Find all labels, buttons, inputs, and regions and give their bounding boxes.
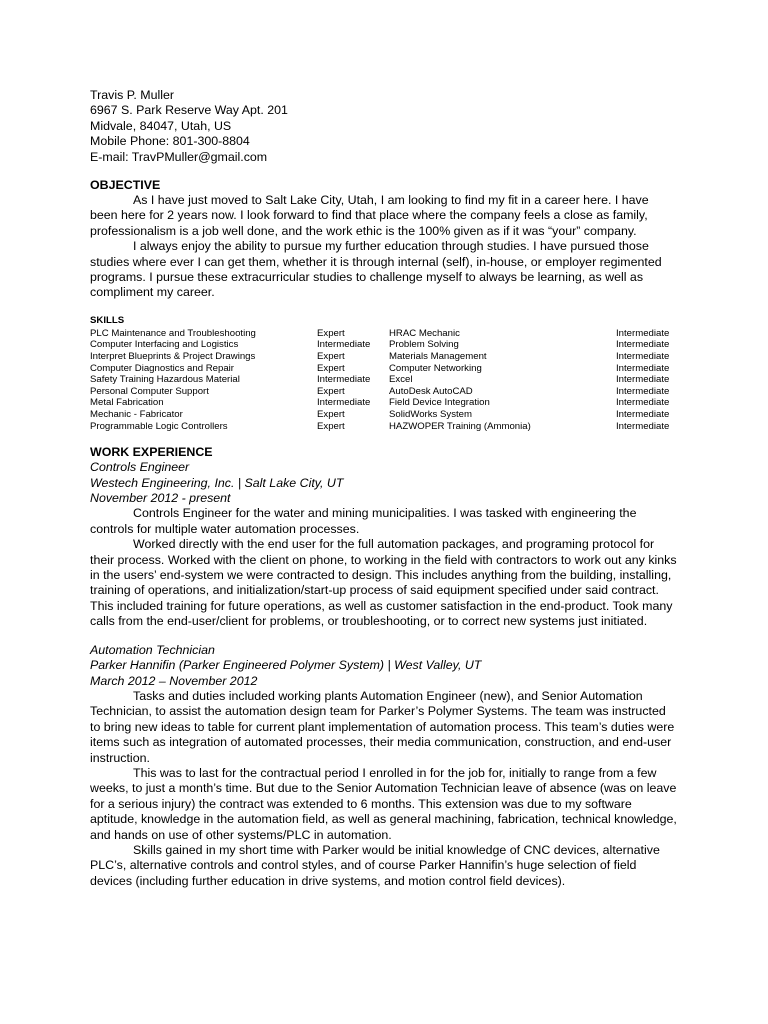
skills-row <box>90 339 673 351</box>
skill-name: HAZWOPER Training (Ammonia) <box>389 420 531 432</box>
skills-heading: SKILLS <box>90 314 125 326</box>
skill-name: Computer Diagnostics and Repair <box>90 362 234 374</box>
skill-name: Programmable Logic Controllers <box>90 420 228 432</box>
skill-name: Excel <box>389 374 413 386</box>
skill-name: HRAC Mechanic <box>389 327 460 339</box>
skill-level: Intermediate <box>616 351 670 363</box>
contact-email: E-mail: TravPMuller@gmail.com <box>90 149 268 164</box>
skill-level: Intermediate <box>616 397 670 409</box>
job-title: Automation Technician <box>90 642 215 657</box>
skills-row <box>90 409 673 421</box>
objective-paragraph: I always enjoy the ability to pursue my further education through studies. I have pursued those studies where ever I can get them, whether it is through internal (self), in-house, or employer regimented programs. I pursue these extracurricular studies to challenge myself to always be learning, as well as compliment my career. <box>90 239 662 300</box>
skill-level: Expert <box>317 420 345 432</box>
skills-row <box>90 363 673 375</box>
skill-name: Problem Solving <box>389 339 459 351</box>
skill-level: Intermediate <box>616 385 670 397</box>
skills-row <box>90 328 673 340</box>
job-company: Parker Hannifin (Parker Engineered Polymer System) | West Valley, UT <box>90 658 482 673</box>
skill-level: Intermediate <box>616 420 670 432</box>
job-paragraph: Controls Engineer for the water and mining municipalities. I was tasked with engineering the controls for multiple water automation processes. <box>90 506 637 536</box>
skill-level: Intermediate <box>616 374 670 386</box>
skill-name: Metal Fabrication <box>90 397 164 409</box>
skills-table <box>90 328 673 432</box>
skill-level: Intermediate <box>616 409 670 421</box>
skill-name: SolidWorks System <box>389 409 472 421</box>
objective-section <box>90 178 678 301</box>
job-paragraph: Tasks and duties included working plants Automation Engineer (new), and Senior Automation Technician, to assist the automation design team for Parker’s Polymer Systems. The team was instructed to bring new ideas to table for current plant implementation of automation process. This team’s duties were items such as integration of automated processes, their media communication, construction, and end-user instruction. <box>90 688 675 765</box>
skills-row <box>90 374 673 386</box>
skill-name: Mechanic - Fabricator <box>90 409 183 421</box>
skills-section <box>90 315 678 432</box>
skill-name: Interpret Blueprints & Project Drawings <box>90 351 256 363</box>
objective-paragraph: As I have just moved to Salt Lake City, Utah, I am looking to find my fit in a career here. I have been here for 2 years now. I look forward to find that place where the company feels a close as family, professionalism is a job well done, and the work ethic is the 100% given as if it was “your” company. <box>90 193 649 238</box>
skill-level: Intermediate <box>317 397 371 409</box>
skill-name: Field Device Integration <box>389 397 490 409</box>
work-experience-heading: WORK EXPERIENCE <box>90 445 213 460</box>
job-entry <box>90 460 678 629</box>
skills-row <box>90 386 673 398</box>
job-title: Controls Engineer <box>90 460 190 475</box>
job-paragraph: This was to last for the contractual period I enrolled in for the job for, initially to range from a few weeks, to just a month’s time. But due to the Senior Automation Technician leave of absence (was on leave for a serious injury) the contract was extended to 6 months. This extension was due to my software aptitude, knowledge in the automation field, as well as general machining, fabrication, technical knowledge, and hands on use of other systems/PLC in automation. <box>90 765 677 842</box>
skill-level: Expert <box>317 385 345 397</box>
contact-address-line1: 6967 S. Park Reserve Way Apt. 201 <box>90 103 288 118</box>
job-paragraph: Worked directly with the end user for the full automation packages, and programing protocol for their process. Worked with the client on phone, to working in the field with contractors to work out any kinks in the users’ end-system we were contracted to design. This includes anything from the building, installing, training of operations, and initialization/start-up process of said equipment specified under said contract. This included training for future operations, as well as customer satisfaction in the end-product. Took many calls from the end-user/client for problems, or troubleshooting, or to correct new systems just initiated. <box>90 537 677 629</box>
skill-level: Expert <box>317 409 345 421</box>
job-dates: March 2012 – November 2012 <box>90 673 258 688</box>
skill-name: AutoDesk AutoCAD <box>389 385 473 397</box>
skills-row <box>90 351 673 363</box>
contact-block <box>90 88 678 165</box>
job-dates: November 2012 - present <box>90 491 231 506</box>
skills-row <box>90 397 673 409</box>
skill-level: Intermediate <box>317 339 371 351</box>
job-entry <box>90 643 678 890</box>
skill-name: Personal Computer Support <box>90 385 209 397</box>
objective-heading: OBJECTIVE <box>90 178 161 193</box>
skill-level: Intermediate <box>317 374 371 386</box>
contact-phone: Mobile Phone: 801-300-8804 <box>90 134 250 149</box>
skill-name: Safety Training Hazardous Material <box>90 374 240 386</box>
contact-address-line2: Midvale, 84047, Utah, US <box>90 118 232 133</box>
skill-level: Intermediate <box>616 362 670 374</box>
skill-name: Computer Interfacing and Logistics <box>90 339 239 351</box>
job-paragraph: Skills gained in my short time with Parker would be initial knowledge of CNC devices, alternative PLC’s, alternative controls and control styles, and of course Parker Hannifin’s huge selection of field devices (including further education in drive systems, and motion control field devices). <box>90 842 660 888</box>
skill-level: Expert <box>317 351 345 363</box>
skill-level: Expert <box>317 362 345 374</box>
contact-name: Travis P. Muller <box>90 88 174 102</box>
skill-name: Materials Management <box>389 351 487 363</box>
job-company: Westech Engineering, Inc. | Salt Lake City, UT <box>90 475 344 490</box>
skill-name: Computer Networking <box>389 362 482 374</box>
skill-level: Expert <box>317 327 345 339</box>
skill-level: Intermediate <box>616 327 670 339</box>
skill-name: PLC Maintenance and Troubleshooting <box>90 327 256 339</box>
skills-row <box>90 421 673 433</box>
work-experience-section <box>90 445 678 889</box>
skill-level: Intermediate <box>616 339 670 351</box>
